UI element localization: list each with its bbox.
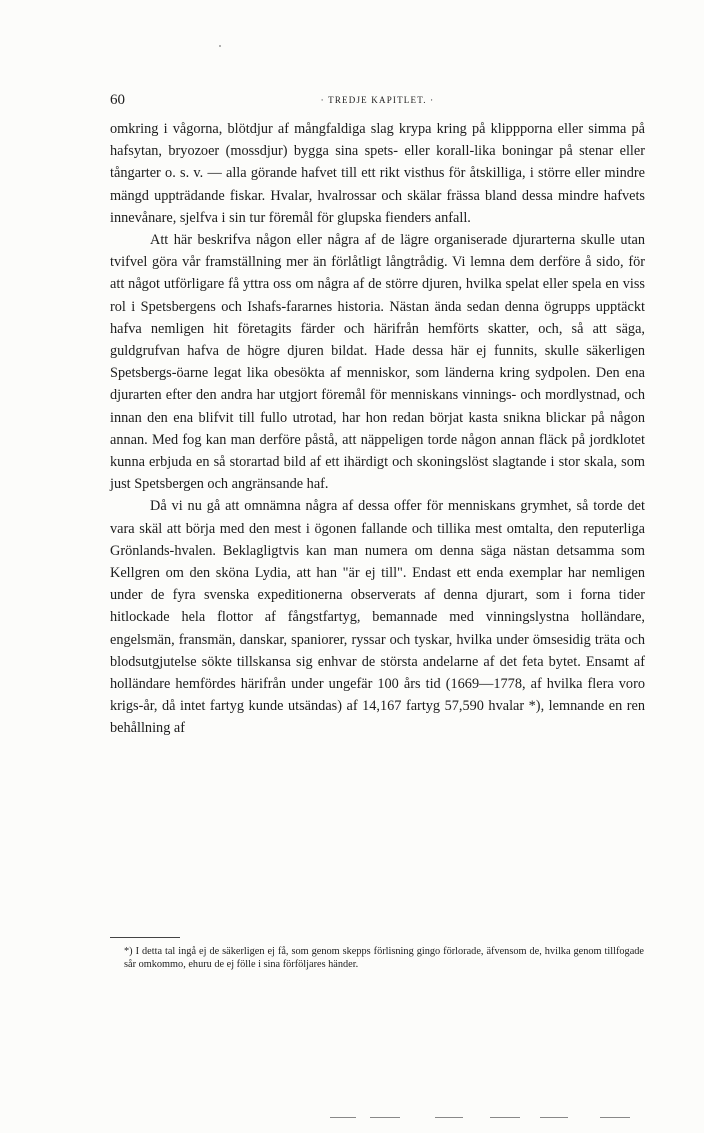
running-head: · TREDJE KAPITLET. · — [320, 95, 435, 105]
page-number: 60 — [110, 92, 125, 108]
edge-mark — [600, 1117, 630, 1118]
paragraph-3: Då vi nu gå att omnämna några af dessa offer för menniskans grymhet, så torde det vara skäl att börja med den mest i ögonen fallande och tillika mest omtalta, den reputerliga Grönlands-hvalen. Beklagligtvis kan man numera om denna säga nästan detsamma som Kellgren om den sköna Lydia, att han "är ej till". Endast ett enda exemplar har nemligen under de fyra svenska expeditionerna observerats af denna djurart, som i forna tider hitlockade hela flottor af fångstfartyg, bemannade med vinningslystna holländare, engelsmän, fransmän, danskar, spaniorer, ryssar och tyskar, hvilka under ömsesidig träta och blodsutgjutelse sökte tillskansa sig enhvar de största andelarne af det feta bytet. Ensamt af holländare hemfördes härifrån under ungefär 100 års tid (1669—1778, af hvilka flera voro krigs-år, då intet fartyg kunde utsändas) af 14,167 fartyg 57,590 hvalar *), lemnande en ren behållning af — [110, 498, 645, 737]
body-text — [110, 118, 645, 740]
paragraph-2: Att här beskrifva någon eller några af de lägre organiserade djurarterna skulle utan tvifvel göra vår framställning mer än förlåtligt långtrådig. Vi lemna dem derföre å sido, för att något utförligare få yttra oss om några af de större djuren, hvilka spelat eller spela en viss rol i Spetsbergens och Ishafs-fararnes historia. Nästan ända sedan denna ögrupps upptäckt hafva nemligen hit företagits färder och härifrån hemförts skatter, och, så att säga, guldgrufvan hafva de högre djuren bildat. Hade dessa här ej funnits, skulle säkerligen Spetsbergs-öarne legat lika obesökta af menniskor, som länderna kring sydpolen. Den ena djurarten efter den andra har utgjort föremål för menniskans vinnings- och mordlystnad, och innan den ena blifvit till fullo utrotad, har hon redan börjat kasta snikna blickar på någon annan. Med fog kan man derföre påstå, att näppeligen torde någon annan fläck på jordklotet kunna erbjuda en så storartad bild af ett ihärdigt och skoningslöst slagtande i stor skala, som just Spetsbergen och angränsande haf. — [110, 232, 645, 493]
footnote-rule — [110, 937, 180, 938]
page-header — [110, 92, 645, 114]
footnote: *) I detta tal ingå ej de säkerligen ej få, som genom skepps förlisning gingo förlorade, äfvensom de, hvilka genom tillfogade sår omkommo, ehuru de ej fölle i sina förföljares händer. — [124, 946, 644, 970]
edge-mark — [490, 1117, 520, 1118]
edge-mark — [435, 1117, 463, 1118]
edge-mark — [330, 1117, 356, 1118]
paragraph-1: omkring i vågorna, blötdjur af mångfaldiga slag krypa kring på klippporna eller simma på hafsytan, bryozoer (mossdjur) bygga sina spets- eller korall-lika boningar på stenar eller tångarter o. s. v. — alla görande hafvet till ett rikt visthus för åtskilliga, i större eller mindre mängd uppträdande fiskar. Hvalar, hvalrossar och skälar frässa bland dessa mindre hafvets innevånare, sjelfva i sin tur föremål för glupska fienders anfall. — [110, 121, 645, 226]
scan-edge-marks — [330, 1117, 660, 1121]
speck-mark — [219, 45, 221, 47]
edge-mark — [540, 1117, 568, 1118]
edge-mark — [370, 1117, 400, 1118]
